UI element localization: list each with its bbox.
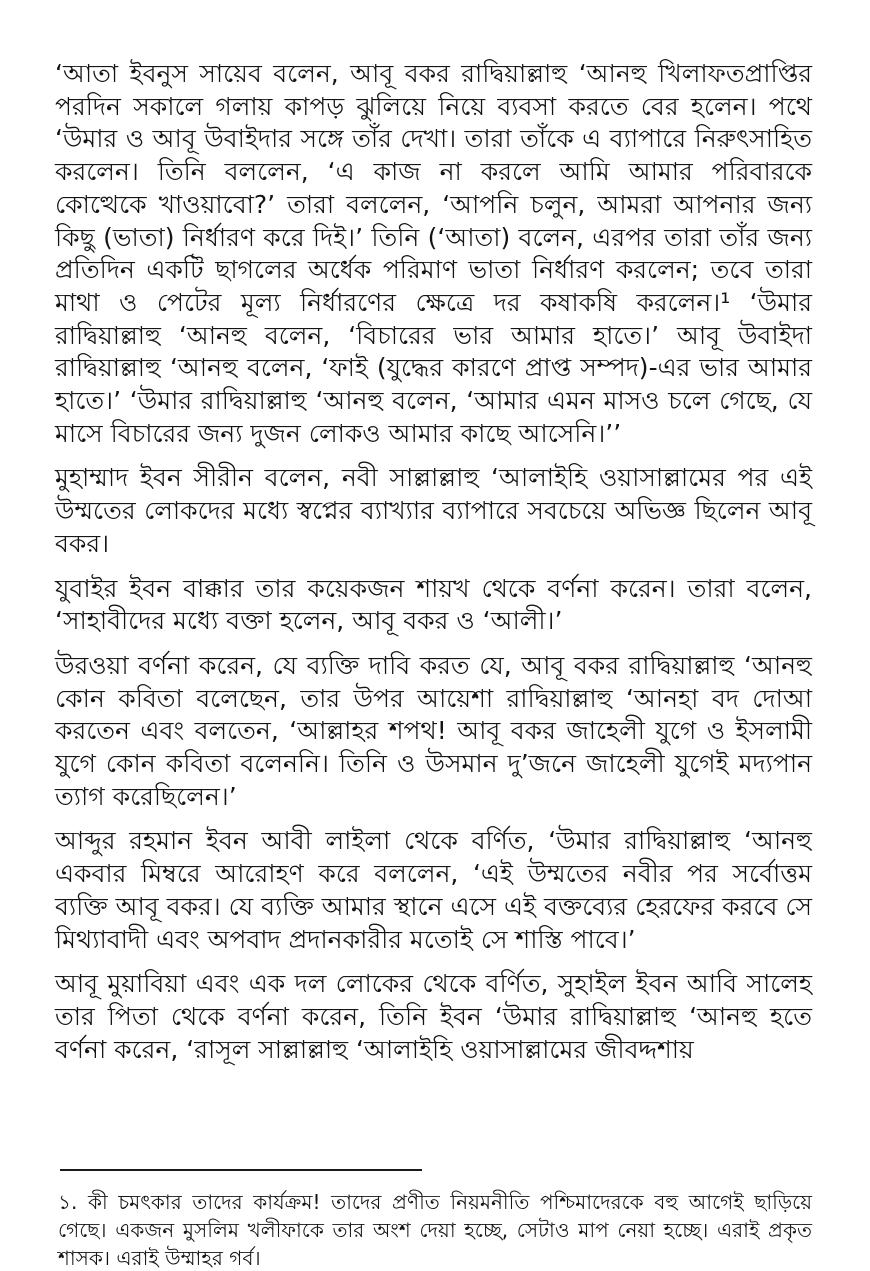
footnote-marker: ১. [58,1190,78,1214]
paragraph-ibn-sirin: মুহাম্মাদ ইবন সীরীন বলেন, নবী সাল্লাল্লাহু ‘আলাইহি ওয়াসাল্লামের পর এই উম্মতের লোকদের মধ্যে স্বপ্নের ব্যাখ্যার ব্যাপারে সবচেয়ে অভিজ্ঞ ছিলেন আবূ বকর। [55,463,812,558]
paragraph-ata-narration: ‘আতা ইবনুস সায়েব বলেন, আবূ বকর রাদ্বিয়াল্লাহু ‘আনহু খিলাফতপ্রাপ্তির পরদিন সকালে গলায় কাপড় ঝুলিয়ে নিয়ে ব্যবসা করতে বের হলেন। পথে ‘উমার ও আবূ উবাইদার সঙ্গে তাঁর দেখা। তারা তাঁকে এ ব্যাপারে নিরুৎসাহিত করলেন। তিনি বললেন, ‘এ কাজ না করলে আমি আমার পরিবারকে কোত্থেকে খাওয়াবো?’ তারা বললেন, ‘আপনি চলুন, আমরা আপনার জন্য কিছু (ভাতা) নির্ধারণ করে দিই।’ তিনি (‘আতা) বলেন, এরপর তারা তাঁর জন্য প্রতিদিন একটি ছাগলের অর্ধেক পরিমাণ ভাতা নির্ধারণ করলেন; তবে তারা মাথা ও পেটের মূল্য নির্ধারণের ক্ষেত্রে দর কষাকষি করলেন।¹ ‘উমার রাদ্বিয়াল্লাহু ‘আনহু বলেন, ‘বিচারের ভার আমার হাতে।’ আবূ উবাইদা রাদ্বিয়াল্লাহু ‘আনহু বলেন, ‘ফাই (যুদ্ধের কারণে প্রাপ্ত সম্পদ)-এর ভার আমার হাতে।’ ‘উমার রাদ্বিয়াল্লাহু ‘আনহু বলেন, ‘আমার এমন মাসও চলে গেছে, যে মাসে বিচারের জন্য দুজন লোকও আমার কাছে আসেনি।’’ [55,59,812,448]
main-text [55,58,812,1078]
footnote-divider [60,1169,422,1171]
paragraph-urwa: উরওয়া বর্ণনা করেন, যে ব্যক্তি দাবি করত যে, আবূ বকর রাদ্বিয়াল্লাহু ‘আনহু কোন কবিতা বলেছেন, তার উপর আয়েশা রাদ্বিয়াল্লাহু ‘আনহা বদ দোআ করতেন এবং বলতেন, ‘আল্লাহর শপথ! আবূ বকর জাহেলী যুগে ও ইসলামী যুগে কোন কবিতা বলেননি। তিনি ও উসমান দু’জনে জাহেলী যুগেই মদ্যপান ত্যাগ করেছিলেন।’ [55,650,812,811]
paragraph-abu-muawiya: আবূ মুয়াবিয়া এবং এক দল লোকের থেকে বর্ণিত, সুহাইল ইবন আবি সালেহ তার পিতা থেকে বর্ণনা করেন, তিনি ইবন ‘উমার রাদ্বিয়াল্লাহু ‘আনহু হতে বর্ণনা করেন, ‘রাসূল সাল্লাল্লাহু ‘আলাইহি ওয়াসাল্লামের জীবদ্দশায় [55,969,812,1064]
paragraph-abdur-rahman: আব্দুর রহমান ইবন আবী লাইলা থেকে বর্ণিত, ‘উমার রাদ্বিয়াল্লাহু ‘আনহু একবার মিম্বরে আরোহণ করে বললেন, ‘এই উম্মতের নবীর পর সর্বোত্তম ব্যক্তি আবূ বকর। যে ব্যক্তি আমার স্থানে এসে এই বক্তব্যের হেরফের করবে সে মিথ্যাবাদী এবং অপবাদ প্রদানকারীর মতোই সে শাস্তি পাবে।’ [55,826,812,954]
footnote-text: কী চমৎকার তাদের কার্যক্রম! তাদের প্রণীত নিয়মনীতি পশ্চিমাদেরকে বহু আগেই ছাড়িয়ে গেছে। একজন মুসলিম খলীফাকে তার অংশ দেয়া হচ্ছে, সেটাও মাপ নেয়া হচ্ছে। এরাই প্রকৃত শাসক। এরাই উম্মাহর গর্ব। [58,1190,812,1270]
footnote [58,1188,812,1271]
paragraph-zubair: যুবাইর ইবন বাক্কার তার কয়েকজন শায়খ থেকে বর্ণনা করেন। তারা বলেন, ‘সাহাবীদের মধ্যে বক্তা হলেন, আবূ বকর ও ‘আলী।’ [55,573,812,636]
